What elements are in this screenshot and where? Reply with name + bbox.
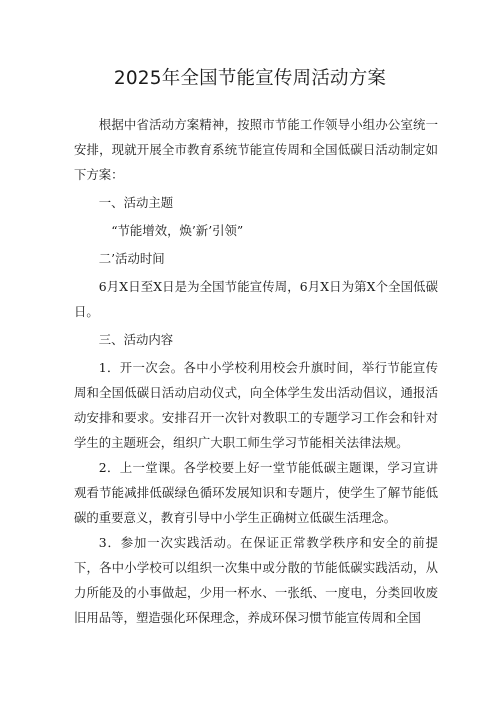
section-1-heading: 一、活动主题 — [98, 195, 174, 210]
content-item-3: 3．参加一次实践活动。在保证正常教学秩序和安全的前提下，各中小学校可以组织一次集中或分散的节能低碳实践活动，从力所能及的小事做起，少用一杯水、一张纸、一度电，分类回收废旧用品等，塑造强化环保理念，养成环保习惯节能宣传周和全国 — [74, 535, 438, 625]
content-item-1: 1．开一次会。各中小学校利用校会升旗时间，举行节能宣传周和全国低碳日活动启动仪式，向全体学生发出活动倡议，通报活动安排和要求。安排召开一次针对教职工的专题学习工作会和针对学生的主题班会，组织广大职工师生学习节能相关法律法规。 — [74, 360, 438, 450]
document-body — [74, 112, 438, 630]
intro-paragraph: 根据中省活动方案精神，按照市节能工作领导小组办公室统一安排，现就开展全市教育系统节能宣传周和全国低碳日活动制定如下方案： — [74, 117, 438, 182]
section-3-heading: 三、活动内容 — [98, 332, 174, 347]
content-item-2: 2．上一堂课。各学校要上好一堂节能低碳主题课，学习宣讲观看节能减排低碳绿色循环发展知识和专题片，使学生了解节能低碳的重要意义，教育引导中小学生正确树立低碳生活理念。 — [74, 460, 438, 525]
document-title: 2025年全国节能宣传周活动方案 — [113, 68, 387, 89]
section-2-heading: 二’活动时间 — [98, 251, 165, 266]
section-1-theme: “节能增效，焕’新’引领” — [111, 223, 244, 238]
section-2-text: 6月X日至X日是为全国节能宣传周，6月X日为第X个全国低碳日。 — [74, 279, 438, 319]
